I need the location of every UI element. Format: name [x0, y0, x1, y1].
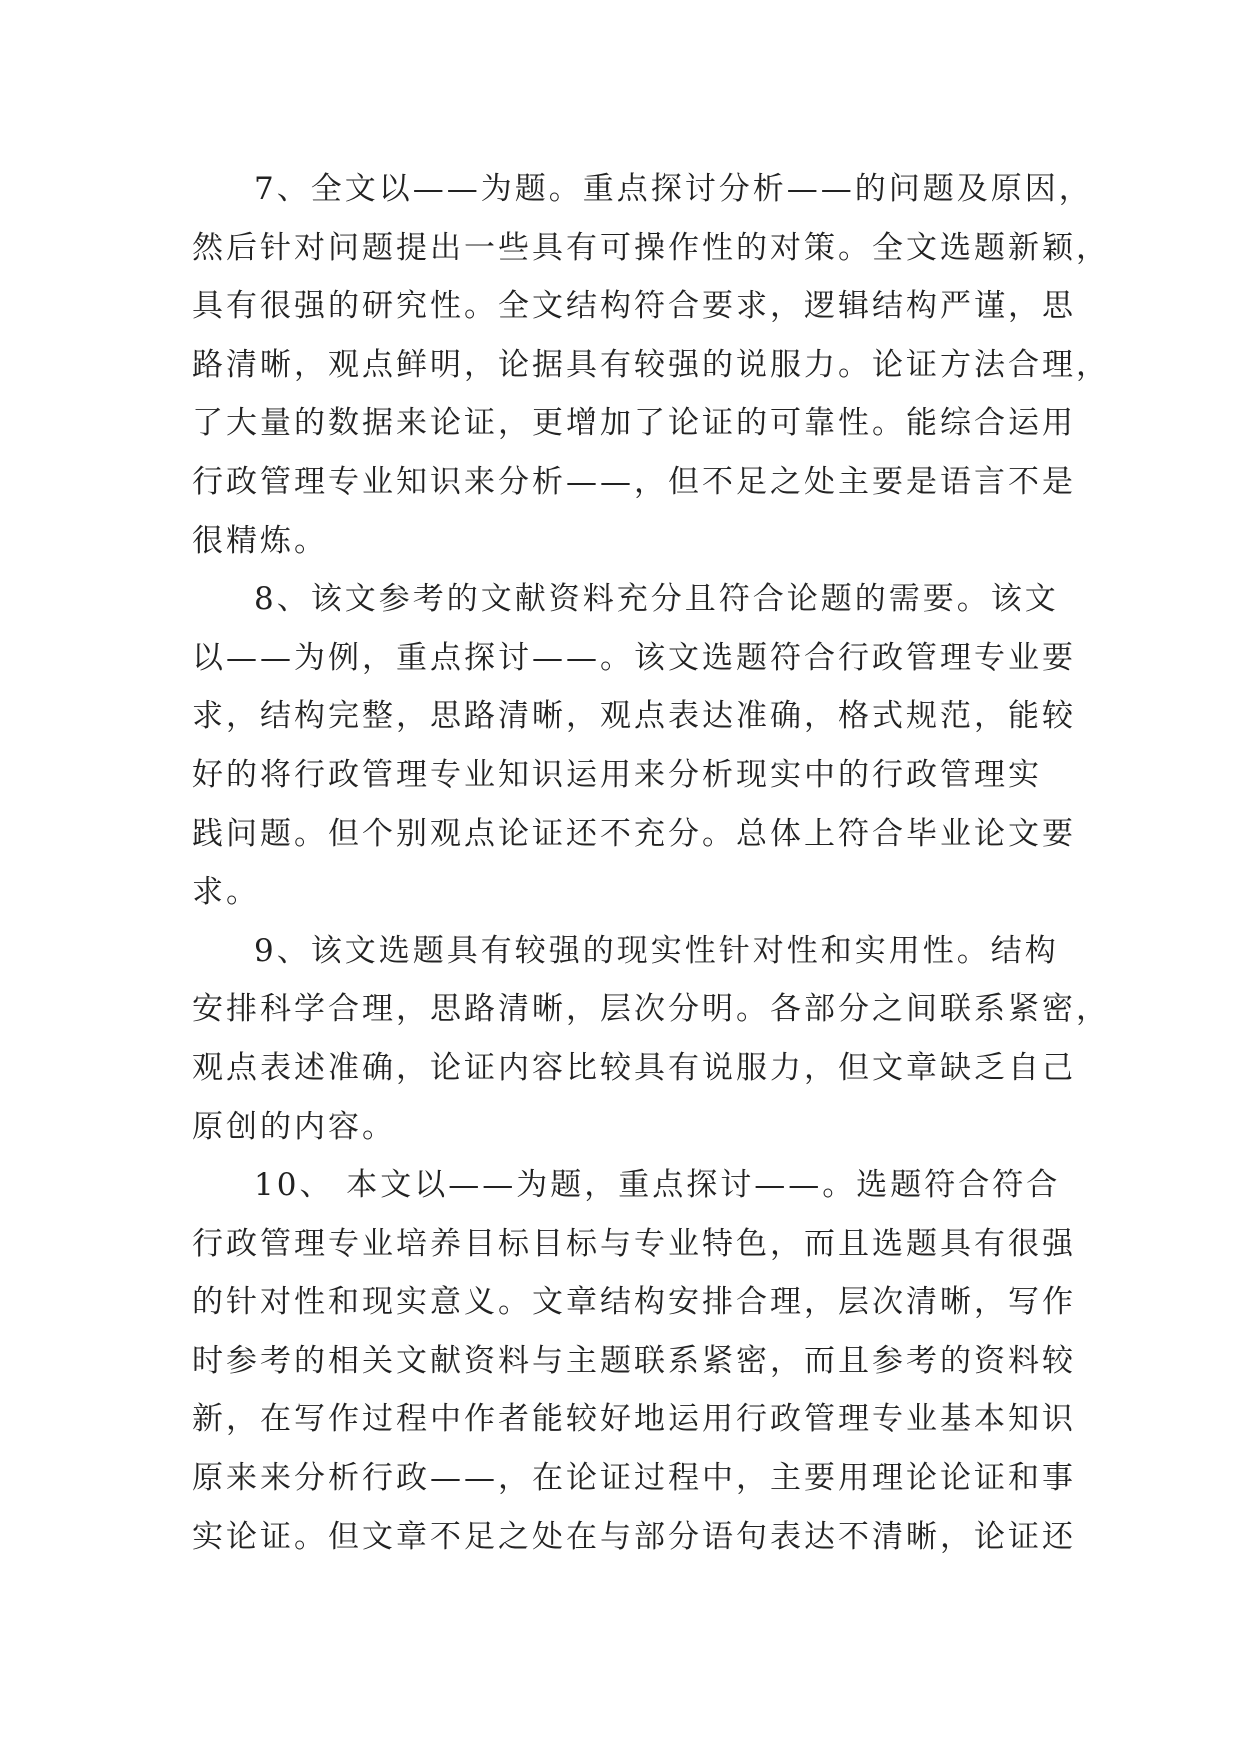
paragraph-line: 10、 本文以——为题，重点探讨——。选题符合符合	[254, 1167, 1061, 1204]
paragraph-line: 的针对性和现实意义。文章结构安排合理，层次清晰，写作	[192, 1284, 1076, 1321]
paragraph-line: 行政管理专业培养目标目标与专业特色，而且选题具有很强	[192, 1225, 1076, 1262]
paragraph-line: 践问题。但个别观点论证还不充分。总体上符合毕业论文要	[192, 815, 1076, 852]
paragraph-line: 9、该文选题具有较强的现实性针对性和实用性。结构	[254, 932, 1059, 969]
paragraph-line: 了大量的数据来论证，更增加了论证的可靠性。能综合运用	[192, 405, 1076, 442]
paragraph-7	[192, 160, 1110, 570]
paragraph-line: 具有很强的研究性。全文结构符合要求，逻辑结构严谨，思	[192, 288, 1076, 325]
paragraph-line: 路清晰，观点鲜明，论据具有较强的说服力。论证方法合理，	[192, 346, 1110, 383]
paragraph-line: 原来来分析行政——，在论证过程中，主要用理论论证和事	[192, 1460, 1076, 1497]
paragraph-line: 以——为例，重点探讨——。该文选题符合行政管理专业要	[192, 639, 1076, 676]
paragraph-line: 行政管理专业知识来分析——，但不足之处主要是语言不是	[192, 463, 1076, 500]
paragraph-line: 然后针对问题提出一些具有可操作性的对策。全文选题新颖，	[192, 229, 1110, 266]
paragraph-line: 很精炼。	[192, 522, 328, 559]
document-body	[192, 160, 1110, 1566]
paragraph-line: 安排科学合理，思路清晰，层次分明。各部分之间联系紧密，	[192, 991, 1110, 1028]
paragraph-line: 好的将行政管理专业知识运用来分析现实中的行政管理实	[192, 756, 1042, 793]
paragraph-line: 求。	[192, 874, 260, 911]
paragraph-line: 求，结构完整，思路清晰，观点表达准确，格式规范，能较	[192, 698, 1076, 735]
paragraph-10	[192, 1156, 1076, 1566]
paragraph-line: 原创的内容。	[192, 1108, 396, 1145]
paragraph-line: 观点表述准确，论证内容比较具有说服力，但文章缺乏自己	[192, 1049, 1076, 1086]
paragraph-line: 7、全文以——为题。重点探讨分析——的问题及原因，	[254, 171, 1093, 207]
paragraph-8	[192, 570, 1076, 922]
paragraph-line: 新，在写作过程中作者能较好地运用行政管理专业基本知识	[192, 1401, 1076, 1438]
paragraph-line: 实论证。但文章不足之处在与部分语句表达不清晰，论证还	[192, 1518, 1076, 1555]
paragraph-line: 时参考的相关文献资料与主题联系紧密，而且参考的资料较	[192, 1342, 1076, 1379]
paragraph-line: 8、该文参考的文献资料充分且符合论题的需要。该文	[254, 581, 1059, 618]
paragraph-9	[192, 922, 1110, 1156]
